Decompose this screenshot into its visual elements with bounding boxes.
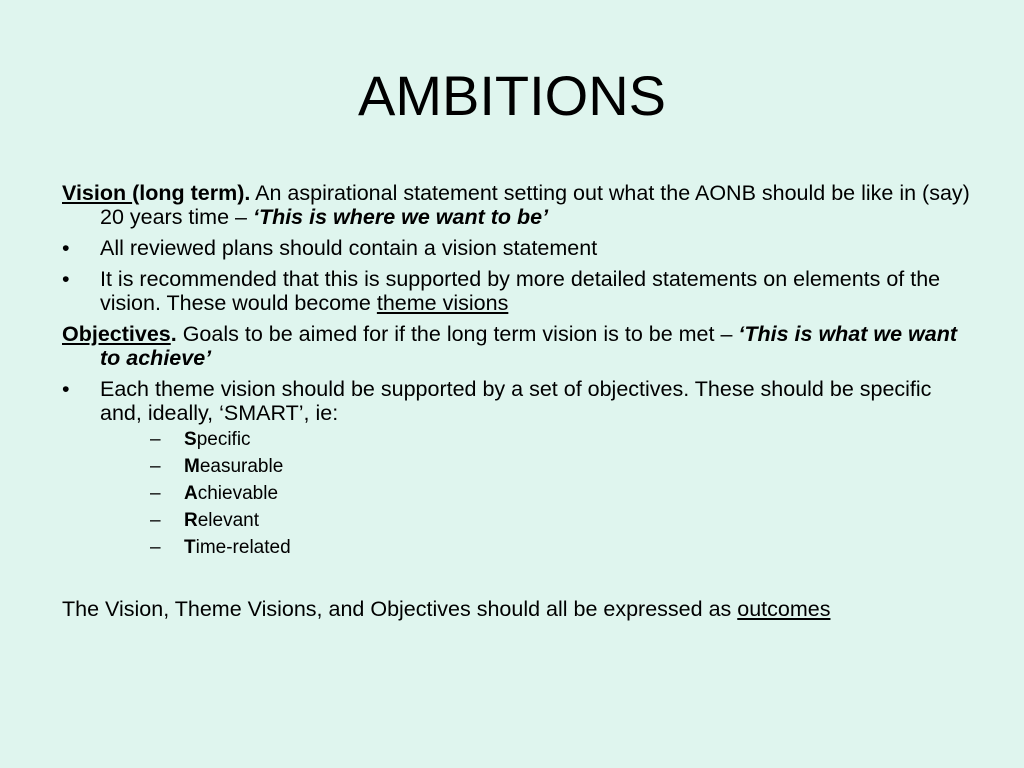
smart-item-time-related [100,536,972,560]
smart-rest: elevant [197,510,260,531]
objectives-period: . [170,322,177,346]
objectives-quote: ‘This is what we want to achieve’ [100,322,958,370]
smart-letter: T [184,537,196,558]
dash-marker: – [150,510,161,531]
smart-item-measurable [100,455,972,479]
list-item [62,377,972,560]
objectives-label: Objectives [62,322,171,346]
bullet-marker: • [62,267,70,291]
vision-term: (long term). [132,181,251,205]
smart-rest: ime-related [195,537,291,558]
smart-letter: R [184,510,198,531]
vision-paragraph [62,181,972,229]
smart-letter: S [184,429,197,450]
bullet-text: All reviewed plans should contain a vision statement [100,236,598,260]
smart-rest: pecific [196,429,251,450]
dash-marker: – [150,537,161,558]
smart-letter: A [184,483,198,504]
bullet-marker: • [62,377,70,401]
objectives-text: Goals to be aimed for if the long term vision is to be met – [176,322,739,346]
dash-marker: – [150,456,161,477]
dash-marker: – [150,429,161,450]
smart-letter: M [184,456,200,477]
bullet-marker: • [62,236,70,260]
smart-rest: chievable [197,483,279,504]
list-item [62,267,972,315]
slide-body [62,181,972,625]
dash-marker: – [150,483,161,504]
bullet-text: Each theme vision should be supported by a set of objectives. These should be specific and, ideally, ‘SMART’, ie: [100,377,932,425]
smart-item-achievable [100,482,972,506]
vision-text: An aspirational statement setting out what the AONB should be like in (say) 20 years time – [100,181,970,229]
smart-list [100,428,972,560]
closing-text: The Vision, Theme Visions, and Objectives should all be expressed as [62,597,738,621]
vision-quote: ‘This is where we want to be’ [252,205,549,229]
smart-item-relevant [100,509,972,533]
theme-visions-text: theme visions [376,291,509,315]
slide-title: AMBITIONS [357,64,667,127]
outcomes-text: outcomes [737,597,831,621]
smart-rest: easurable [199,456,284,477]
smart-item-specific [100,428,972,452]
bullet-text: It is recommended that this is supported by more detailed statements on elements of the vision. These would become [100,267,941,315]
list-item [62,236,972,260]
objectives-paragraph [62,322,972,370]
closing-statement [62,594,972,625]
vision-label: Vision [62,181,133,205]
